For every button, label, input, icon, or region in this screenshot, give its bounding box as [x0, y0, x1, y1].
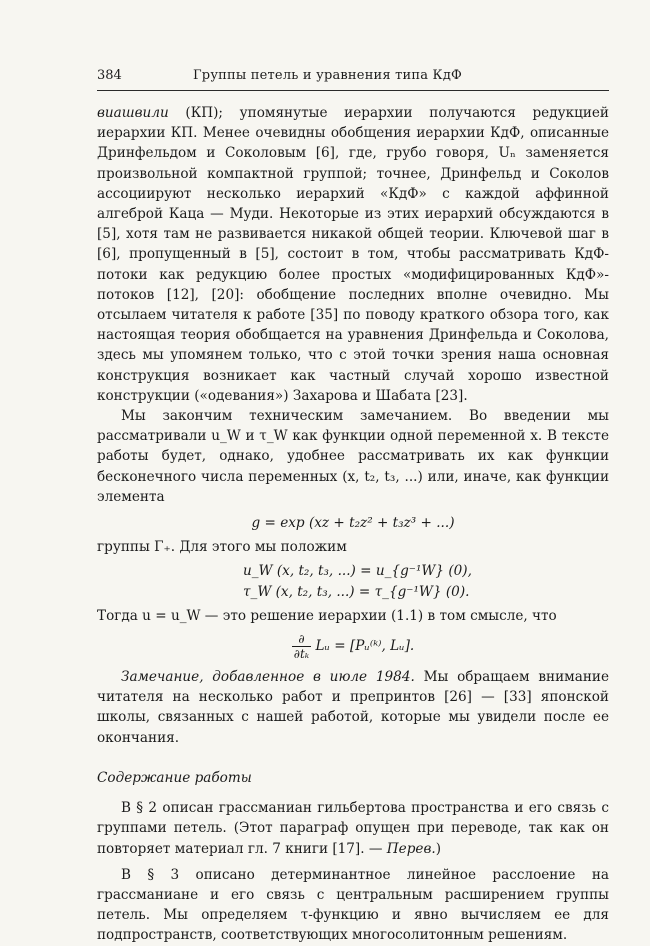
formula-lax [97, 632, 609, 661]
lax-equation: Lᵤ = [Pᵤ⁽ᵏ⁾, Lᵤ]. [315, 638, 415, 655]
fraction-denominator: ∂tₖ [293, 647, 310, 662]
section-title: Содержание работы [97, 769, 252, 786]
translator-note: Перев. [386, 840, 436, 857]
body-text [97, 103, 609, 946]
paragraph-1-lead: виашвили [97, 105, 169, 121]
remark-rest: Мы обращаем внимание читателя на несколько работ и препринтов [26] — [33] японской школы, связанных с нашей работой, которые мы увидели после ее окончания. [97, 669, 609, 746]
paragraph-2: Мы закончим техническим замечанием. Во введении мы рассматривали u_W и τ_W как функции одной переменной x. В тексте работы будет, однако, удобнее рассматривать их как функции бесконечного числа переменных (x, t₂, t₃, ...) или, иначе, как функции элемента [97, 408, 609, 505]
contents-1-end: ) [435, 840, 441, 857]
formula-u: u_W (x, t₂, t₃, ...) = u_{g⁻¹W} (0), [243, 563, 472, 580]
paragraph-1 [97, 103, 609, 406]
contents-paragraph-1 [97, 798, 609, 859]
running-header [97, 68, 609, 86]
contents-paragraph-2: В § 3 описано детерминантное линейное расслоение на грассманиане и его связь с центральным расширением группы петель. Мы определяем τ-функцию и явно вычисляем ее для подпространств, соответствующих многосолитонным решениям. [97, 866, 609, 944]
running-title: Группы петель и уравнения типа КдФ [193, 68, 463, 83]
formula-definitions [97, 561, 609, 601]
remark-lead: Замечание, добавленное в июле 1984. [121, 669, 415, 686]
paragraph-1-rest: (КП); упомянутые иерархии получаются редукцией иерархии КП. Менее очевидны обобщения иерархии КдФ, описанные Дринфельдом и Соколовым [6], где, грубо говоря, Uₙ заменяется произвольной компактной группой; точнее, Дринфельд и Соколов ассоциируют несколько иерархий «КдФ» с каждой аффинной алгеброй Каца — Муди. Некоторые из этих иерархий обсуждаются в [5], хотя там не развивается никакой общей теории. Ключевой шаг в [6], пропущенный в [5], состоит в том, чтобы рассматривать КдФ-потоки как редукцию более простых «модифицированных КдФ»-потоков [12], [20]: обобщение последних вполне очевидно. Мы отсылаем читателя к работе [35] по поводу краткого обзора того, как настоящая теория обобщается на уравнения Дринфельда и Соколова, здесь мы упомянем только, что с этой точки зрения наша основная конструкция возникает как частный случай хорошо известной конструкции («одевания») Захарова и Шабата [23]. [97, 105, 609, 404]
formula-g: g = exp (xz + t₂z² + t₃z³ + ...) [251, 515, 455, 532]
fraction-numerator: ∂ [292, 632, 311, 647]
header-rule [97, 90, 609, 91]
page-number: 384 [97, 68, 122, 83]
remark-paragraph [97, 667, 609, 748]
formula-tau: τ_W (x, t₂, t₃, ...) = τ_{g⁻¹W} (0). [243, 583, 470, 600]
partial-fraction [292, 632, 311, 661]
paragraph-4: Тогда u = u_W — это решение иерархии (1.1) в том смысле, что [97, 607, 557, 624]
contents-1-text: В § 2 описан грассманиан гильбертова пространства и его связь с группами петель. (Этот параграф опущен при переводе, так как он повторяет материал гл. 7 книги [17]. — [97, 800, 609, 857]
paragraph-3: группы Γ₊. Для этого мы положим [97, 539, 347, 556]
